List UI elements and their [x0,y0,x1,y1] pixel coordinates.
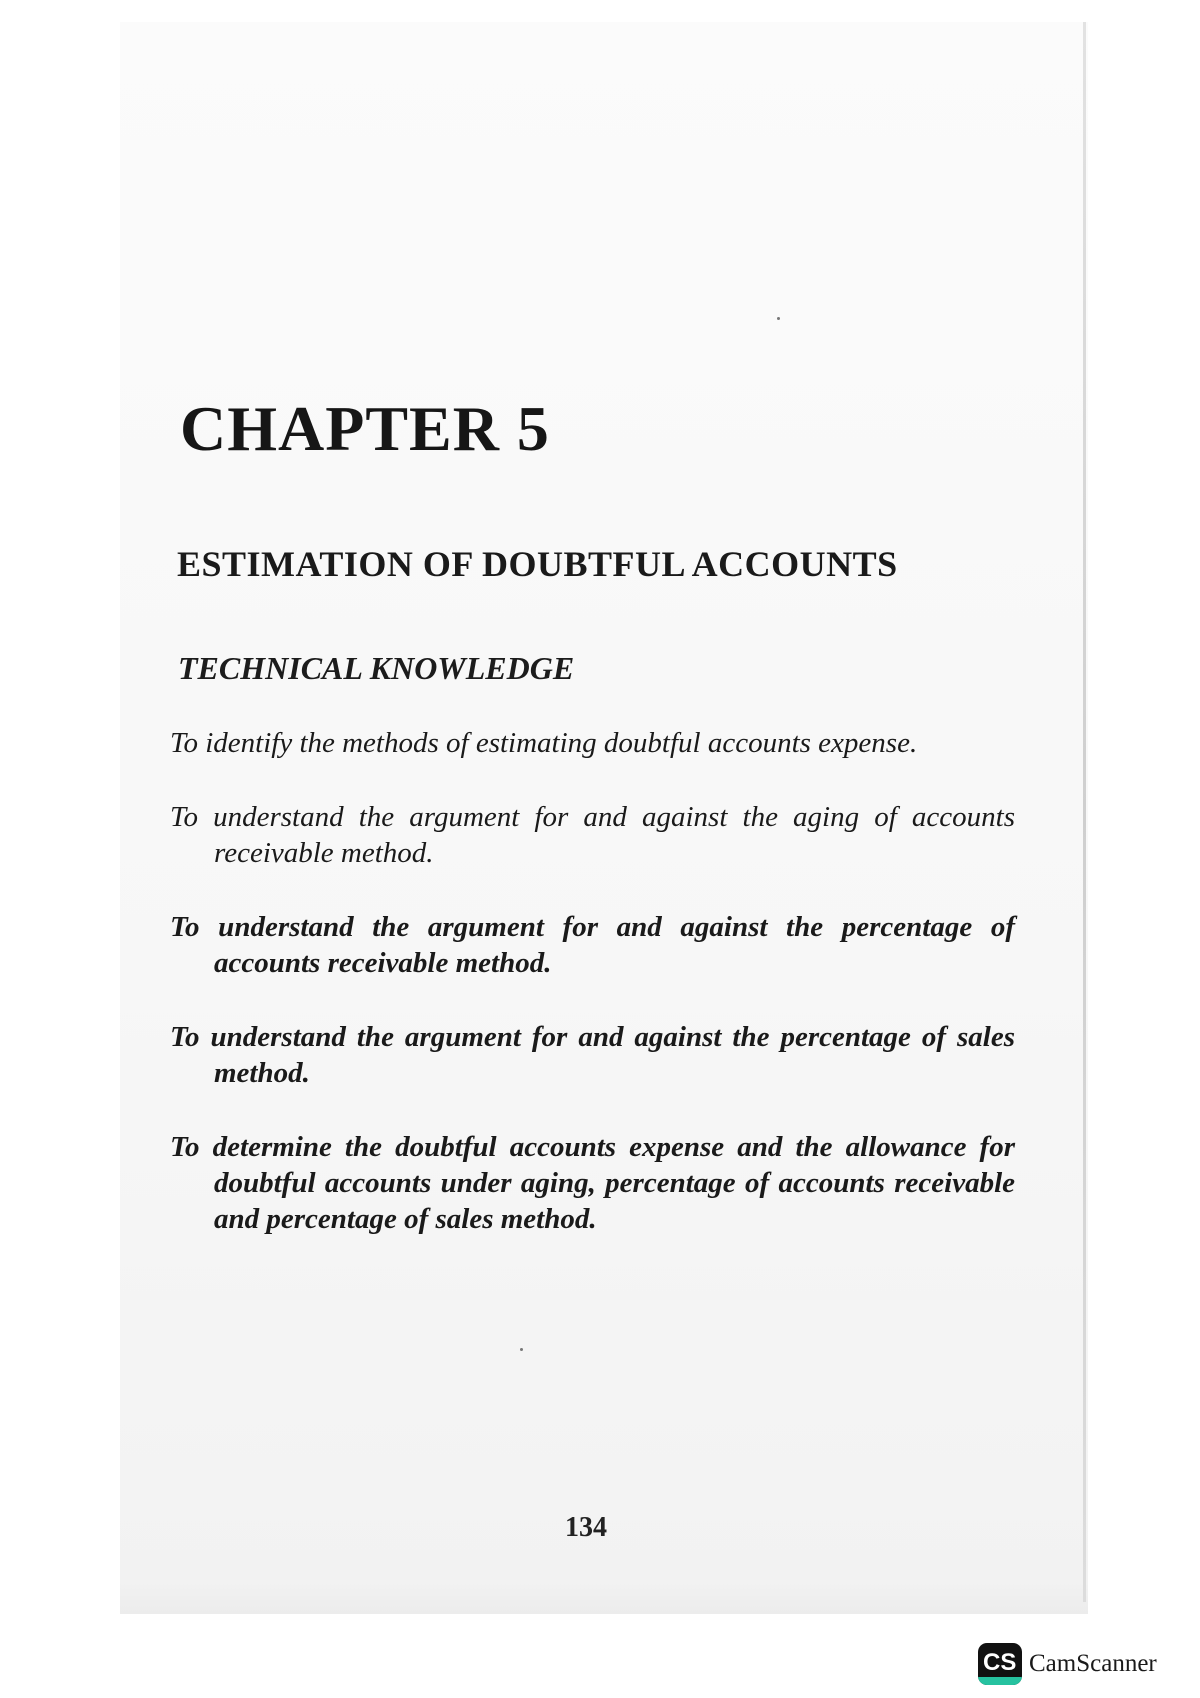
page-bottom-shadow [120,1582,1088,1614]
objective-item: To understand the argument for and against the percentage of accounts receivable method. [170,911,1015,979]
objectives-list [170,725,1015,1275]
section-heading: TECHNICAL KNOWLEDGE [178,650,575,686]
scan-speck [520,1348,523,1351]
camscanner-watermark [978,1643,1157,1685]
page-edge-shadow [1083,22,1086,1602]
scan-speck [777,317,780,320]
camscanner-name: CamScanner [1029,1650,1157,1677]
objective-item: To understand the argument for and against the percentage of sales method. [170,1021,1015,1089]
chapter-subtitle: ESTIMATION OF DOUBTFUL ACCOUNTS [177,544,898,584]
camscanner-logo-text: CS [983,1649,1017,1675]
objective-item: To determine the doubtful accounts expense and the allowance for doubtful accounts under aging, percentage of accounts receivable and percentage of sales method. [170,1131,1015,1235]
chapter-title: CHAPTER 5 [180,393,550,464]
camscanner-logo-icon [978,1643,1022,1685]
page-number: 134 [565,1512,607,1543]
objective-item: To understand the argument for and against the aging of accounts receivable method. [170,801,1015,869]
objective-item: To identify the methods of estimating doubtful accounts expense. [170,727,918,759]
camscanner-logo-glyph [982,1647,1018,1675]
